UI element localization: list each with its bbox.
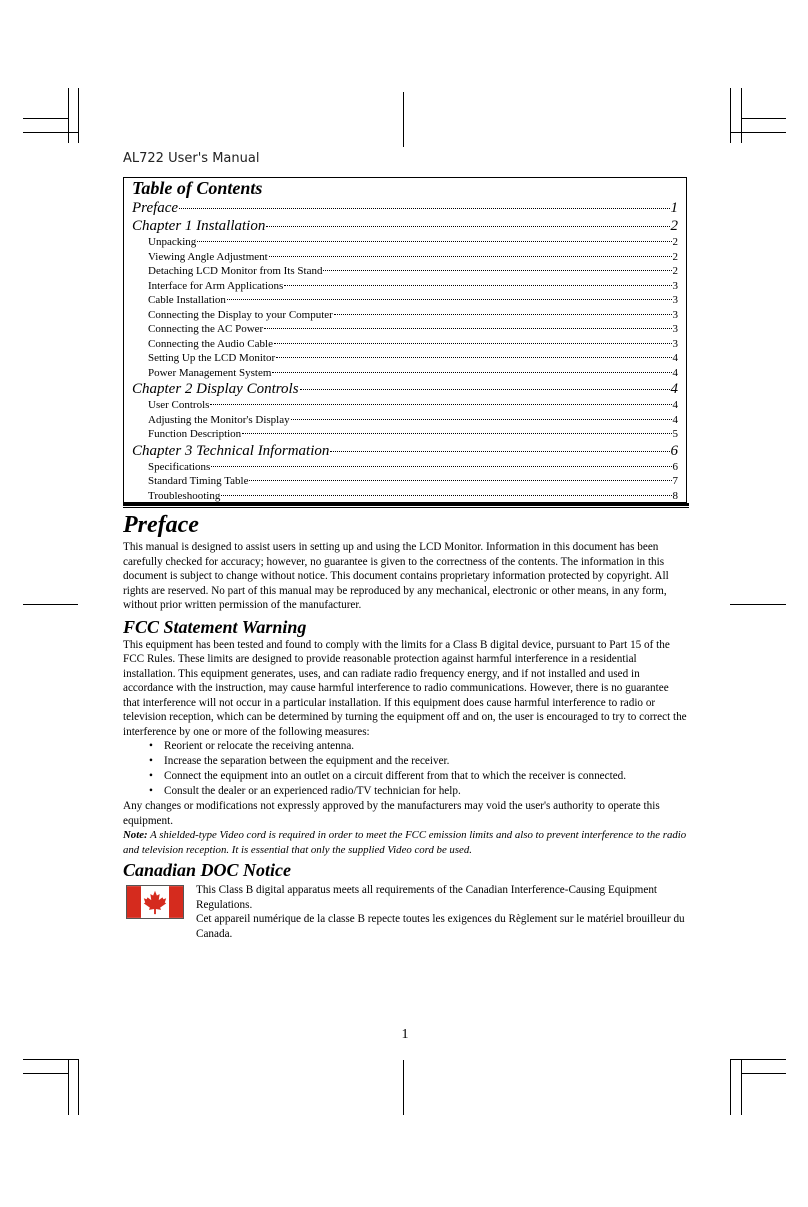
toc-entry[interactable] <box>132 351 678 366</box>
toc-entry-title: Troubleshooting <box>148 489 221 502</box>
toc-entry-page: 3 <box>672 323 678 335</box>
toc-leader-dots <box>291 419 672 420</box>
fcc-after-text: Any changes or modifications not expressly approved by the manufacturers may void the user's authority to operate this equipment. <box>123 800 660 827</box>
toc-entry[interactable] <box>132 250 678 265</box>
page-number: 1 <box>401 1027 409 1042</box>
toc-entry-title: Specifications <box>148 460 211 473</box>
canadian-french: Cet appareil numérique de la classe B repecte toutes les exigences du Règlement sur le matériel brouilleur du Canada. <box>196 913 685 940</box>
toc-leader-dots <box>227 299 672 300</box>
toc-entry[interactable] <box>132 442 678 460</box>
toc-entry-page: 1 <box>670 200 678 216</box>
toc-leader-dots <box>179 208 669 209</box>
toc-leader-dots <box>210 404 671 405</box>
toc-entry-title: Chapter 2 Display Controls <box>132 381 299 397</box>
toc-entry-title: Connecting the Display to your Computer <box>148 308 333 321</box>
toc-entry-page: 6 <box>670 442 678 459</box>
toc-entry[interactable] <box>132 489 678 504</box>
toc-leader-dots <box>334 314 672 315</box>
toc-entry-title: Power Management System <box>148 366 272 379</box>
toc-title: Table of Contents <box>132 178 263 198</box>
preface-body: This manual is designed to assist users in setting up and using the LCD Monitor. Information in this document has been carefully checked for accuracy; however, no guarantee is given to the correctness of the contents. The information in this document is subject to change without notice. This document contains proprietary information protected by copyright. All rights are reserved. No part of this manual may be reproduced by any mechanical, electronic or other means, in any form, without prior written permission of the manufacturer. <box>123 541 669 611</box>
toc-entry[interactable] <box>132 474 678 489</box>
toc-entry-title: Setting Up the LCD Monitor <box>148 352 276 364</box>
canadian-heading: Canadian DOC Notice <box>123 860 292 880</box>
toc-entry-title: Chapter 3 Technical Information <box>132 442 330 459</box>
toc-leader-dots <box>274 343 672 344</box>
canadian-notice <box>123 883 687 941</box>
toc-leader-dots <box>266 226 669 227</box>
toc-entry[interactable] <box>132 293 678 308</box>
toc-leader-dots <box>211 466 671 467</box>
toc-entry-title: Viewing Angle Adjustment <box>148 250 268 263</box>
list-item: • Increase the separation between the equipment and the receiver. <box>149 754 687 769</box>
fcc-body: This equipment has been tested and found to comply with the limits for a Class B digital device, pursuant to Part 15 of the FCC Rules. These limits are designed to provide reasonable protection against harmful interference in a residential installation. This equipment generates, uses, and can radiate radio frequency energy, and if not installed and used in accordance with the instruction, may cause harmful interference to radio communications. However, there is no guarantee that interference will not occur in a particular installation. If this equipment does cause harmful interference to radio or television reception, which can be determined by turning the equipment off and on, the user is encouraged to try to correct the interference by one or more of the following measures: <box>123 638 687 738</box>
list-item: • Connect the equipment into an outlet on a circuit different from that to which the receiver is connected. <box>149 769 687 784</box>
note-text: A shielded-type Video cord is required in order to meet the FCC emission limits and also to prevent interference to the radio and television reception. It is essential that only the supplied Video cord be used. <box>123 829 687 856</box>
toc-entry[interactable] <box>132 264 678 279</box>
list-item: • Reorient or relocate the receiving antenna. <box>149 739 687 754</box>
toc-entry[interactable] <box>132 279 678 294</box>
toc-entry-page: 3 <box>672 294 678 306</box>
toc-leader-dots <box>323 270 671 271</box>
toc-entry[interactable] <box>132 308 678 323</box>
toc-entry-page: 8 <box>672 489 678 502</box>
toc-entry-page: 2 <box>672 236 678 248</box>
toc-leader-dots <box>269 256 672 257</box>
page-content <box>123 510 687 941</box>
toc-entry[interactable] <box>132 460 678 475</box>
manual-header: AL722 User's Manual <box>123 151 260 166</box>
toc-leader-dots <box>300 389 670 390</box>
toc-entry-page: 7 <box>672 475 678 487</box>
toc-entry-page: 4 <box>672 413 678 426</box>
toc-leader-dots <box>284 285 671 286</box>
fcc-note <box>123 828 687 857</box>
fcc-measures-list <box>123 739 687 799</box>
toc-entry-title: Preface <box>132 200 179 216</box>
toc-leader-dots <box>276 357 671 358</box>
toc-divider <box>123 503 689 506</box>
toc-entry-title: Interface for Arm Applications <box>148 279 284 292</box>
toc-entry-page: 4 <box>672 366 678 379</box>
table-of-contents <box>123 177 687 503</box>
toc-entry-title: Adjusting the Monitor's Display <box>148 413 290 426</box>
toc-entry[interactable] <box>132 235 678 250</box>
toc-leader-dots <box>197 241 671 242</box>
toc-entry[interactable] <box>132 366 678 381</box>
toc-entry-page: 4 <box>672 352 678 364</box>
toc-entry[interactable] <box>132 427 678 442</box>
toc-entry[interactable] <box>132 217 678 235</box>
toc-entry-page: 2 <box>672 250 678 263</box>
list-item: • Consult the dealer or an experienced radio/TV technician for help. <box>149 784 687 799</box>
toc-entry-page: 4 <box>670 381 678 397</box>
toc-entry[interactable] <box>132 199 678 217</box>
toc-entry-page: 5 <box>672 428 678 440</box>
toc-entry-title: Connecting the Audio Cable <box>148 337 273 350</box>
toc-entry[interactable] <box>132 413 678 428</box>
toc-entry-title: Unpacking <box>148 236 197 248</box>
toc-list <box>132 199 678 503</box>
toc-leader-dots <box>272 372 671 373</box>
canadian-english: This Class B digital apparatus meets all requirements of the Canadian Interference-Causing Equipment Regulations. <box>196 884 658 911</box>
toc-entry-title: User Controls <box>148 399 210 411</box>
toc-entry-page: 3 <box>672 337 678 350</box>
toc-entry[interactable] <box>132 380 678 398</box>
toc-divider-thin <box>123 507 689 508</box>
preface-heading: Preface <box>123 512 199 538</box>
toc-entry-page: 3 <box>672 308 678 321</box>
toc-leader-dots <box>249 480 671 481</box>
toc-entry-title: Function Description <box>148 428 242 440</box>
toc-entry-title: Chapter 1 Installation <box>132 218 266 234</box>
toc-leader-dots <box>221 495 671 496</box>
toc-entry-page: 6 <box>672 460 678 473</box>
toc-leader-dots <box>242 433 671 434</box>
fcc-heading: FCC Statement Warning <box>123 616 307 637</box>
toc-entry-title: Connecting the AC Power <box>148 323 264 335</box>
toc-entry[interactable] <box>132 337 678 352</box>
toc-entry-page: 2 <box>670 218 678 234</box>
toc-leader-dots <box>330 451 669 452</box>
toc-entry[interactable] <box>132 398 678 413</box>
toc-leader-dots <box>264 328 671 329</box>
canadian-text <box>196 883 687 941</box>
toc-entry-title: Standard Timing Table <box>148 475 249 487</box>
note-label: Note: <box>123 829 148 841</box>
toc-entry[interactable] <box>132 322 678 337</box>
toc-entry-page: 2 <box>672 265 678 277</box>
canada-flag-icon <box>126 885 184 919</box>
toc-entry-page: 3 <box>672 279 678 292</box>
toc-entry-title: Detaching LCD Monitor from Its Stand <box>148 265 323 277</box>
toc-entry-title: Cable Installation <box>148 294 226 306</box>
toc-entry-page: 4 <box>672 399 678 411</box>
